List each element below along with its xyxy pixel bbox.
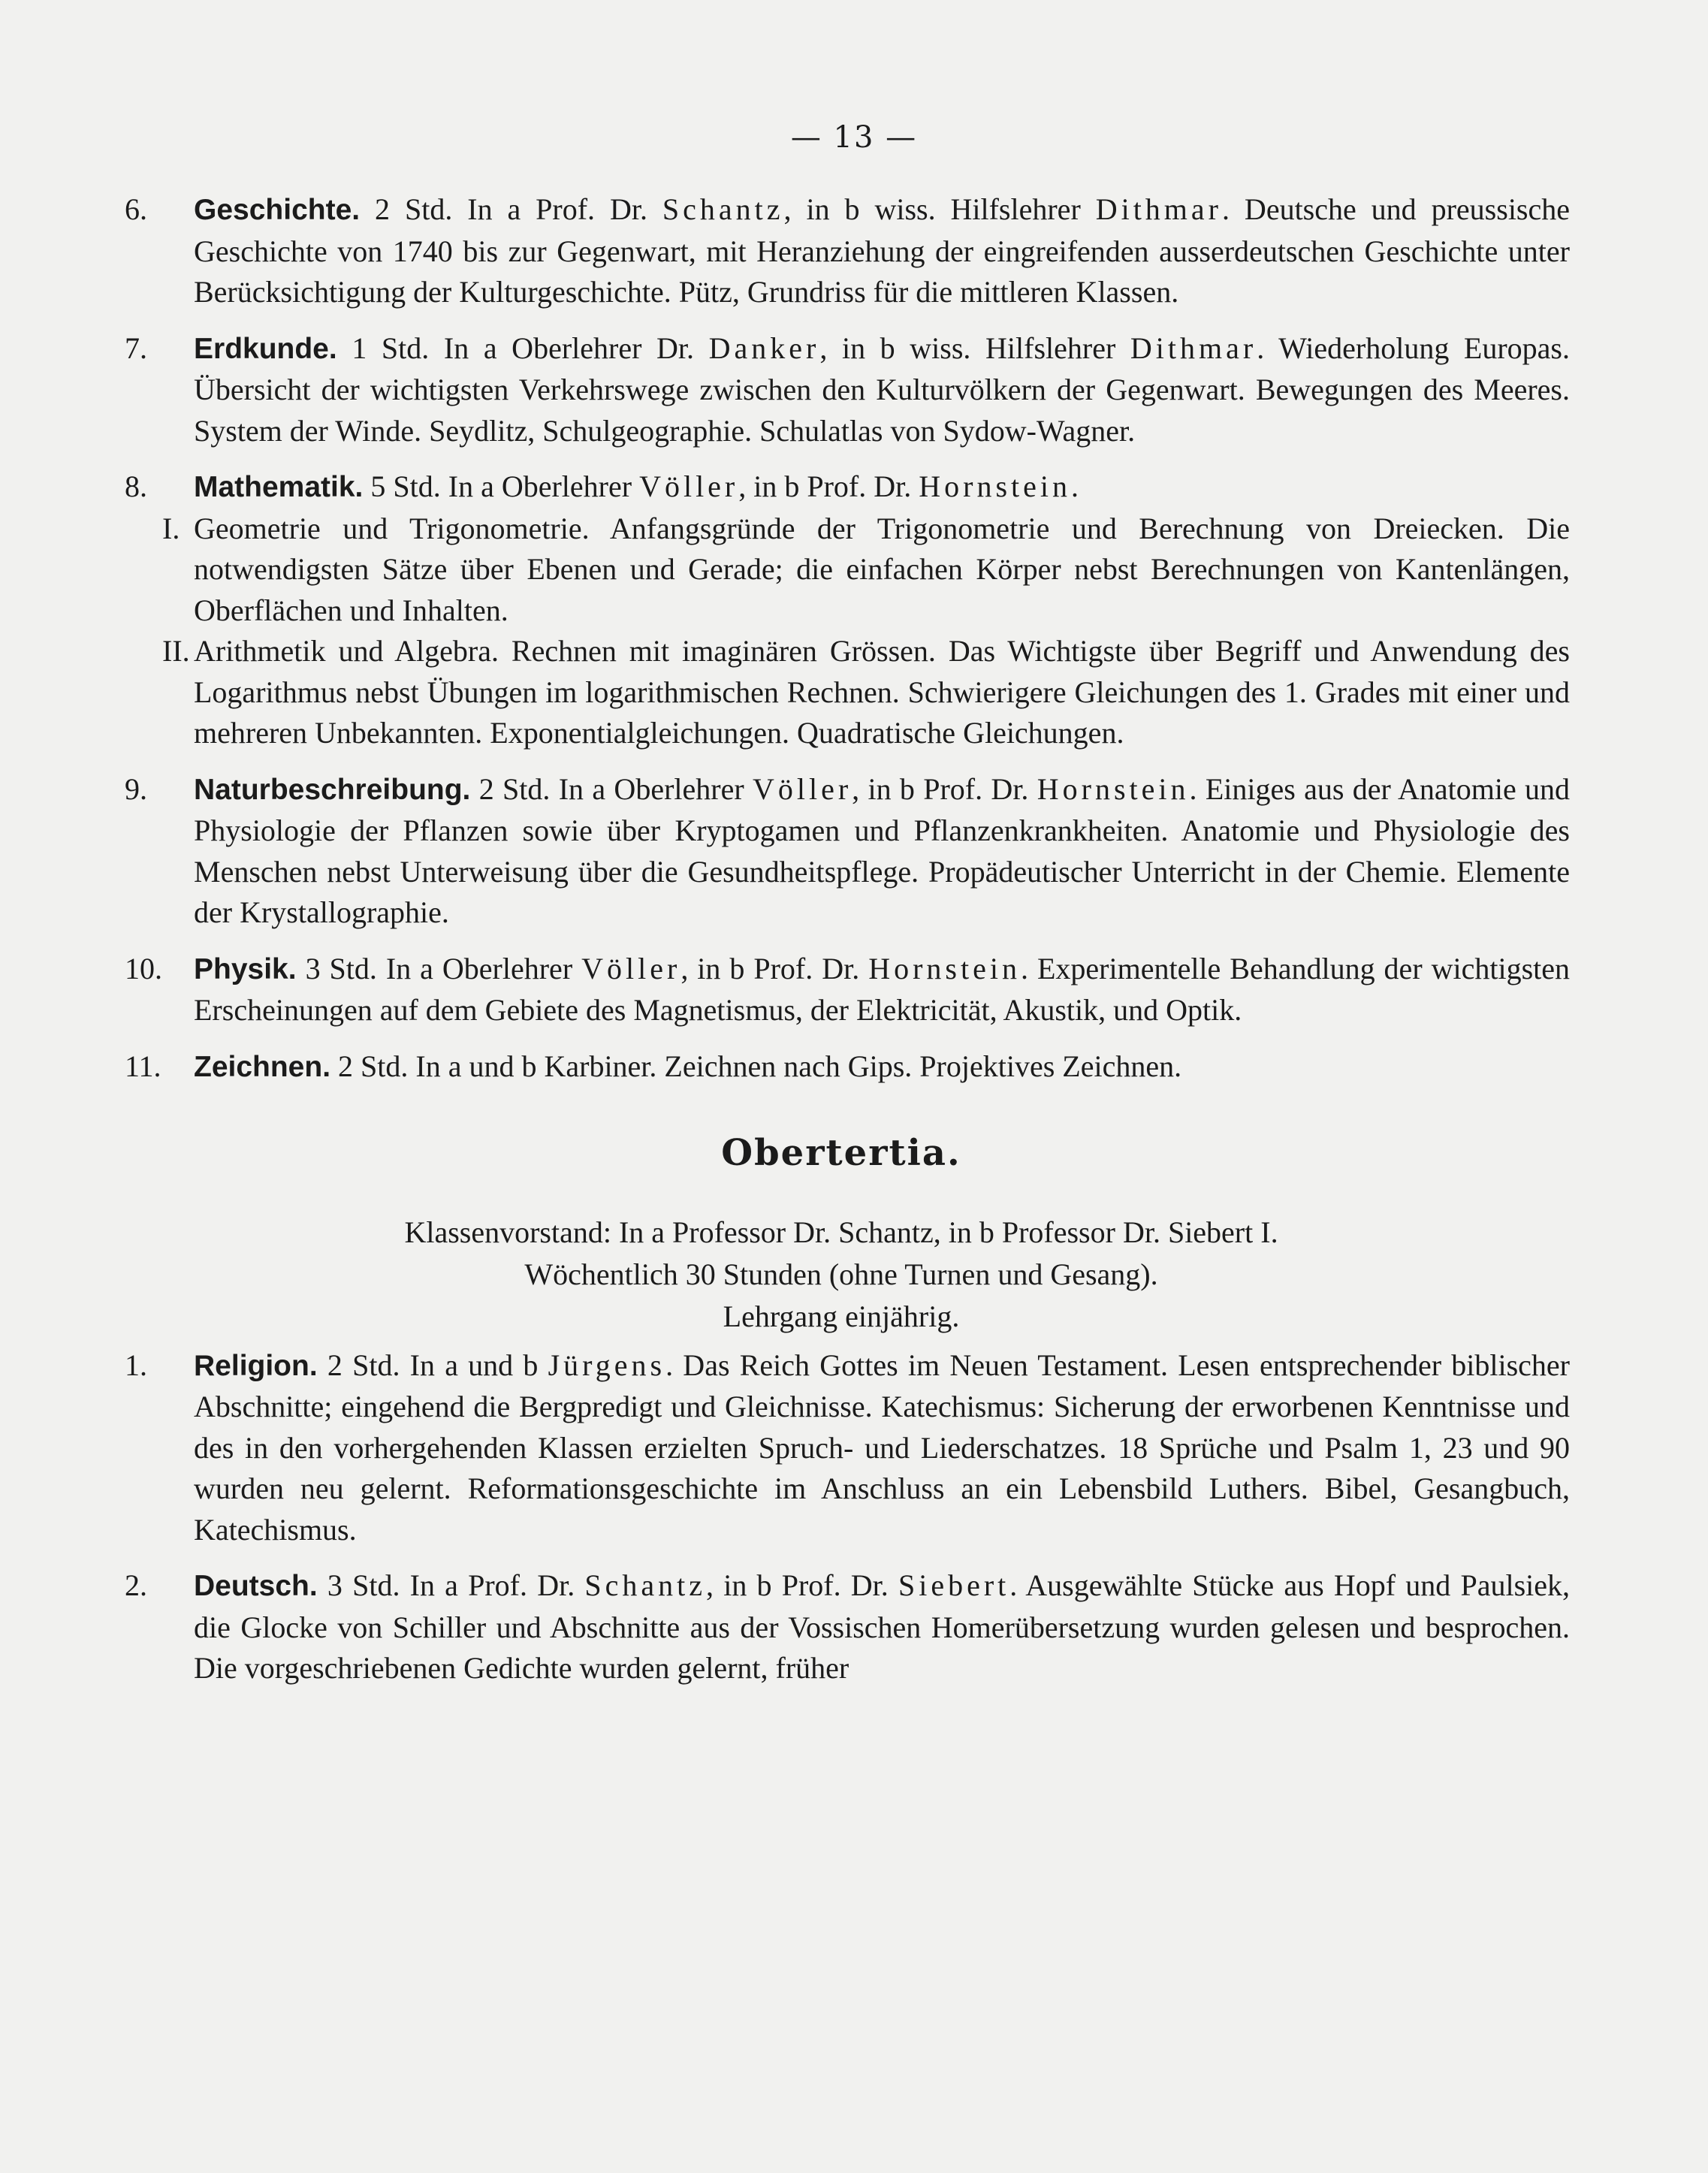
page-number: — 13 — [790, 120, 918, 155]
subject-entry [113, 1046, 1570, 1088]
entry-text: 5 Std. In a Oberlehrer [370, 469, 640, 503]
entry-text: , in b Prof. Dr. [738, 469, 919, 503]
subject-heading: Geschichte. [194, 194, 361, 226]
subject-entry [113, 1565, 1570, 1689]
teacher-name: Schantz [584, 1568, 707, 1602]
entry-number: 9. [125, 771, 147, 806]
subsection-text: Geometrie und Trigonometrie. Anfangsgründe der Trigonometrie und Berechnung von Dreiecken. Die notwendigsten Sätze über Ebenen und Gerade; die einfachen Körper nebst Berechnungen von Kantenlängen, Oberflächen und Inhalten. [194, 511, 1570, 627]
math-subsection-geometry [113, 509, 1570, 632]
entry-number: 11. [125, 1049, 161, 1083]
teacher-name: Jürgens [548, 1348, 666, 1382]
subject-entry-mathematik [113, 466, 1570, 509]
entry-text: 2 Std. In a und b [327, 1348, 548, 1382]
teacher-name: Siebert [898, 1568, 1010, 1602]
math-subsection-arithmetic [113, 631, 1570, 754]
teacher-name: Hornstein [919, 469, 1072, 503]
entry-number: 7. [125, 330, 147, 365]
entry-text: 2 Std. In a und b Karbiner. Zeichnen nach Gips. Projektives Zeichnen. [338, 1049, 1182, 1083]
subsection-number: II. [162, 634, 190, 668]
entry-text: , in b Prof. Dr. [706, 1568, 898, 1602]
teacher-name: Dithmar [1095, 192, 1222, 226]
entry-number: 2. [125, 1568, 147, 1602]
page-content [113, 189, 1570, 1704]
entry-text: . Ausgewählte Stücke aus Hopf und Paulsiek, die Glocke von Schiller und Abschnitte aus der Vossischen Homerübersetzung wurden gelesen und besprochen. Die vorgeschriebenen Gedichte wurden gelernt, früher [194, 1568, 1571, 1685]
teacher-name: Danker [708, 330, 820, 365]
entry-number: 1. [125, 1348, 147, 1382]
entry-text: . Wiederholung Europas. Übersicht der wichtigsten Verkehrswege zwischen den Kulturvölkern der Gegenwart. Bewegungen des Meeres. System der Winde. Seydlitz, Schulgeographie. Schulatlas von Sydow-Wagner. [194, 330, 1570, 448]
entry-text: . Deutsche und preussische Geschichte von 1740 bis zur Gegenwart, mit Heranziehung der eingreifenden ausserdeutschen Geschichte unter Berücksichtigung der Kulturgeschichte. Pütz, Grundriss für die mittleren Klassen. [194, 192, 1571, 309]
entry-text: , in b wiss. Hilfslehrer [783, 192, 1096, 226]
entry-text: , in b Prof. Dr. [852, 771, 1037, 806]
subject-heading: Physik. [194, 952, 297, 985]
teacher-name: Hornstein [1037, 771, 1190, 806]
subject-entry [113, 769, 1570, 934]
subject-heading: Erdkunde. [194, 332, 337, 365]
subject-heading: Naturbeschreibung. [194, 773, 471, 806]
entry-text: . Einiges aus der Anatomie und Physiologie der Pflanzen sowie über Kryptogamen und Pflanzenkrankheiten. Anatomie und Physiologie des Menschen nebst Unterweisung über die Gesundheitspflege. Propädeutischer Unterricht in der Chemie. Elemente der Krystallographie. [194, 771, 1571, 929]
section-title: Obertertia. [721, 1132, 961, 1174]
course-duration-line: Lehrgang einjährig. [723, 1299, 960, 1333]
entry-number: 6. [125, 192, 147, 226]
teacher-name: Völler [581, 951, 681, 985]
entry-text: 3 Std. In a Oberlehrer [305, 951, 582, 985]
entry-text: 1 Std. In a Oberlehrer Dr. [352, 330, 709, 365]
entry-number: 10. [125, 951, 162, 985]
subject-heading: Deutsch. [194, 1570, 318, 1602]
teacher-name: Hornstein [868, 951, 1021, 985]
subject-heading: Zeichnen. [194, 1050, 331, 1083]
entry-text: 2 Std. In a Oberlehrer [478, 771, 753, 806]
class-info [113, 1212, 1570, 1338]
entry-number: 8. [125, 469, 147, 503]
subject-entry [113, 1345, 1570, 1551]
subject-entry [113, 328, 1570, 452]
entry-text: 3 Std. In a Prof. Dr. [327, 1568, 585, 1602]
entry-text: , in b wiss. Hilfslehrer [819, 330, 1130, 365]
subject-entry [113, 949, 1570, 1031]
teacher-name: Völler [752, 771, 852, 806]
entry-text: . Experimentelle Behandlung der wichtigsten Erscheinungen auf dem Gebiete des Magnetismus, der Elektricität, Akustik, und Optik. [194, 951, 1571, 1027]
subsection-text: Arithmetik und Algebra. Rechnen mit imaginären Grössen. Das Wichtigste über Begriff und Anwendung des Logarithmus nebst Übungen im logarithmischen Rechnen. Schwierigere Gleichungen des 1. Grades mit einer und mehreren Unbekannten. Exponentialgleichungen. Quadratische Gleichungen. [194, 634, 1570, 750]
weekly-hours-line: Wöchentlich 30 Stunden (ohne Turnen und Gesang). [524, 1257, 1158, 1291]
class-teacher-line: Klassenvorstand: In a Professor Dr. Schantz, in b Professor Dr. Siebert I. [404, 1215, 1278, 1249]
entry-text: . Das Reich Gottes im Neuen Testament. Lesen entsprechender biblischer Abschnitte; eingehend die Bergpredigt und Gleichnisse. Katechismus: Sicherung der erworbenen Kenntnisse und des in den vorhergehenden Klassen erzielten Spruch- und Liederschatzes. 18 Sprüche und Psalm 1, 23 und 90 wurden neu gelernt. Reformationsgeschichte im Anschluss an ein Lebensbild Luthers. Bibel, Gesangbuch, Katechismus. [194, 1348, 1570, 1547]
entry-text: 2 Std. In a Prof. Dr. [375, 192, 662, 226]
subject-entry [113, 189, 1570, 313]
subsection-number: I. [162, 511, 180, 545]
subject-heading: Mathematik. [194, 471, 364, 503]
subject-heading: Religion. [194, 1349, 318, 1382]
entry-text: , in b Prof. Dr. [680, 951, 869, 985]
entry-text: . [1071, 469, 1079, 503]
teacher-name: Schantz [662, 192, 784, 226]
teacher-name: Völler [639, 469, 739, 503]
teacher-name: Dithmar [1130, 330, 1257, 365]
